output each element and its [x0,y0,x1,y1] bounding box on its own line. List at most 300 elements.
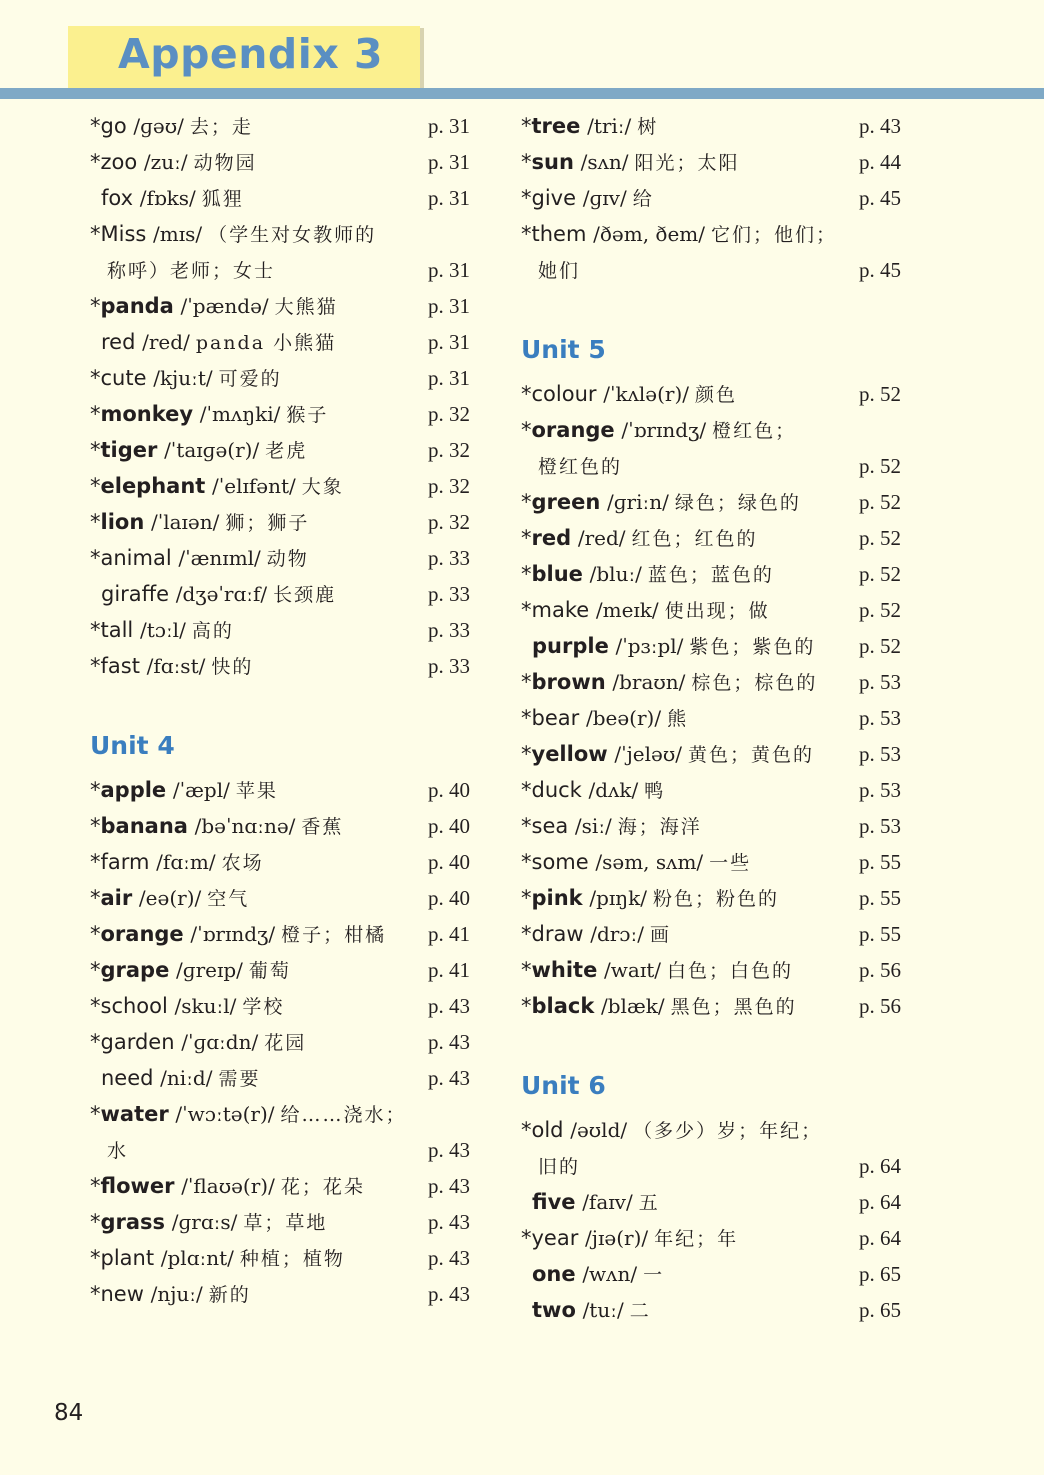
entry-word: two [532,1298,576,1322]
glossary-entry [521,216,911,252]
entry-translation: 需要 [218,1068,261,1090]
asterisk-mark: * [521,958,532,982]
asterisk-mark: * [90,1210,101,1234]
asterisk-mark: * [90,114,101,138]
entry-word: blue [531,562,583,586]
entry-phonetic: /fɑːst/ [146,654,206,678]
entry-word: zoo [100,150,138,174]
glossary-entry [90,612,480,648]
entry-translation: 可爱的 [218,368,282,390]
entry-translation: 快的 [211,656,254,678]
asterisk-mark: * [90,546,101,570]
unit-heading: Unit 5 [521,335,606,364]
entry-word: water [100,1102,169,1126]
entry-translation: 狮；狮子 [225,512,310,534]
entry-page-ref: p. 32 [428,438,470,462]
entry-translation: 一 [643,1264,665,1286]
page-number: 84 [54,1400,84,1426]
entry-word: new [100,1282,144,1306]
entry-phonetic: /dʒəˈrɑːf/ [175,582,268,606]
entry-word: fox [101,186,134,210]
entry-word: five [532,1190,576,1214]
asterisk-mark: * [90,510,101,534]
glossary-entry [90,360,480,396]
entry-page-ref: p. 55 [859,922,901,946]
entry-page-ref: p. 41 [428,958,470,982]
entry-page-ref: p. 43 [428,1066,470,1090]
entry-page-ref: p. 33 [428,618,470,642]
entry-translation: 大熊猫 [274,296,338,318]
entry-phonetic: /waɪt/ [604,958,661,982]
entry-phonetic: /fɒks/ [139,186,196,210]
entry-word: panda [100,294,174,318]
entry-word: apple [100,778,167,802]
entry-word: grass [100,1210,166,1234]
glossary-entry [90,180,480,216]
asterisk-mark: * [90,1030,101,1054]
entry-phonetic: /drɔː/ [590,922,644,946]
asterisk-mark: * [90,814,101,838]
glossary-entry [90,1060,480,1096]
entry-phonetic: /ɡɪv/ [582,186,627,210]
entry-page-ref: p. 31 [428,330,470,354]
glossary-entry [521,772,911,808]
entry-page-ref: p. 53 [859,706,901,730]
entry-word: some [531,850,589,874]
entry-word: plant [100,1246,155,1270]
asterisk-mark: * [521,562,532,586]
entry-page-ref: p. 43 [428,1210,470,1234]
entry-page-ref: p. 64 [859,1226,901,1250]
entry-translation: 蓝色；蓝色的 [647,564,774,586]
glossary-entry [521,1112,911,1148]
entry-word: farm [100,850,150,874]
entry-translation: 去；走 [189,116,253,138]
entry-word: make [531,598,590,622]
glossary-entry [90,468,480,504]
asterisk-mark: * [90,1246,101,1270]
page-title: Appendix 3 [118,30,384,78]
entry-page-ref: p. 41 [428,922,470,946]
entry-word: tiger [100,438,158,462]
entry-translation: 红色；红色的 [631,528,758,550]
glossary-entry [521,412,911,448]
glossary-entry [521,1148,911,1184]
asterisk-mark: * [521,1226,532,1250]
glossary-entry [90,288,480,324]
entry-word: black [531,994,595,1018]
entry-translation: 棕色；棕色的 [691,672,818,694]
entry-page-ref: p. 52 [859,382,901,406]
entry-translation: 花园 [264,1032,307,1054]
entry-word: one [532,1262,576,1286]
entry-word: need [101,1066,154,1090]
entry-translation: 称呼）老师；女士 [107,260,276,282]
entry-phonetic: /ɡəʊ/ [133,114,184,138]
entry-page-ref: p. 32 [428,402,470,426]
entry-translation: 黄色；黄色的 [688,744,815,766]
asterisk-mark: * [521,742,532,766]
entry-word: year [531,1226,579,1250]
entry-translation: 种植；植物 [239,1248,345,1270]
glossary-entry [90,1096,480,1132]
asterisk-mark: * [90,994,101,1018]
glossary-entry [521,988,911,1024]
glossary-column-left [90,108,480,1312]
entry-page-ref: p. 56 [859,994,901,1018]
glossary-entry [521,252,911,288]
asterisk-mark: * [90,366,101,390]
glossary-entry [90,144,480,180]
entry-page-ref: p. 65 [859,1298,901,1322]
entry-translation: 她们 [538,260,581,282]
entry-word: fast [100,654,140,678]
entry-word: green [531,490,601,514]
entry-page-ref: p. 32 [428,474,470,498]
entry-phonetic: /niːd/ [160,1066,213,1090]
asterisk-mark: * [90,1102,101,1126]
entry-page-ref: p. 43 [428,994,470,1018]
entry-phonetic: /njuː/ [150,1282,203,1306]
asterisk-mark: * [90,438,101,462]
entry-phonetic: /ˈæpl/ [172,778,230,802]
entry-translation: 橙红色； [712,420,797,442]
entry-translation: 大象 [301,476,344,498]
entry-phonetic: /ˈflaʊə(r)/ [181,1174,275,1198]
entry-page-ref: p. 43 [428,1030,470,1054]
entry-page-ref: p. 64 [859,1154,901,1178]
entry-phonetic: /əʊld/ [570,1118,628,1142]
asterisk-mark: * [521,1118,532,1142]
entry-page-ref: p. 53 [859,742,901,766]
entry-phonetic: /ˈwɔːtə(r)/ [175,1102,275,1126]
asterisk-mark: * [521,886,532,910]
asterisk-mark: * [521,706,532,730]
glossary-entry [521,844,911,880]
entry-word: red [101,330,136,354]
entry-phonetic: /wʌn/ [582,1262,638,1286]
asterisk-mark: * [90,958,101,982]
asterisk-mark: * [521,526,532,550]
entry-phonetic: /ˈpɜːpl/ [615,634,684,658]
entry-page-ref: p. 33 [428,654,470,678]
asterisk-mark: * [90,294,101,318]
entry-phonetic: /plɑːnt/ [160,1246,234,1270]
entry-phonetic: /blæk/ [601,994,665,1018]
asterisk-mark: * [90,1174,101,1198]
glossary-entry [90,916,480,952]
asterisk-mark: * [521,490,532,514]
entry-translation: 它们；他们； [710,224,837,246]
entry-translation: 阳光；太阳 [634,152,740,174]
entry-page-ref: p. 52 [859,598,901,622]
entry-translation: 使出现；做 [664,600,770,622]
entry-page-ref: p. 43 [428,1138,470,1162]
entry-translation: 猴子 [286,404,329,426]
entry-page-ref: p. 43 [428,1282,470,1306]
entry-phonetic: /dʌk/ [588,778,639,802]
entry-translation: 紫色；紫色的 [689,636,816,658]
entry-word: giraffe [101,582,170,606]
entry-translation: 二 [629,1300,651,1322]
section-gap [521,288,911,324]
entry-translation: 海；海洋 [617,816,702,838]
entry-page-ref: p. 55 [859,886,901,910]
entry-phonetic: /jɪə(r)/ [585,1226,649,1250]
glossary-entry [521,808,911,844]
glossary-entry [521,448,911,484]
asterisk-mark: * [521,114,532,138]
entry-word: banana [100,814,188,838]
entry-translation: 香蕉 [301,816,344,838]
section-gap [521,1024,911,1060]
entry-translation: 五 [638,1192,660,1214]
entry-phonetic: /sʌn/ [580,150,629,174]
entry-word: Miss [100,222,147,246]
entry-phonetic: /bəˈnɑːnə/ [194,814,296,838]
glossary-entry [521,1220,911,1256]
entry-page-ref: p. 55 [859,850,901,874]
entry-word: sea [531,814,569,838]
entry-word: bear [531,706,580,730]
glossary-entry [521,592,911,628]
glossary-entry [90,648,480,684]
entry-word: grape [100,958,170,982]
entry-phonetic: /eə(r)/ [138,886,202,910]
glossary-entry [90,396,480,432]
entry-translation: 动物 [266,548,309,570]
entry-page-ref: p. 52 [859,526,901,550]
entry-phonetic: /ɡrɑːs/ [171,1210,238,1234]
header-rule [0,88,1044,99]
entry-translation: 花；花朵 [280,1176,365,1198]
asterisk-mark: * [521,922,532,946]
entry-translation: 老虎 [265,440,308,462]
entry-word: give [531,186,577,210]
entry-phonetic: /ðəm, ðem/ [593,222,705,246]
entry-word: them [531,222,587,246]
glossary-entry [90,1168,480,1204]
entry-translation: （多少）岁；年纪； [633,1120,823,1142]
glossary-entry [90,540,480,576]
entry-word: orange [100,922,184,946]
asterisk-mark: * [90,150,101,174]
entry-phonetic: /braʊn/ [612,670,686,694]
glossary-entry [521,484,911,520]
glossary-entry [90,108,480,144]
entry-phonetic: /ˈjeləʊ/ [614,742,682,766]
asterisk-mark: * [521,186,532,210]
entry-phonetic: /siː/ [574,814,612,838]
glossary-entry [90,1024,480,1060]
entry-page-ref: p. 40 [428,850,470,874]
entry-phonetic: /ˈmʌŋki/ [199,402,281,426]
glossary-entry [521,520,911,556]
entry-page-ref: p. 52 [859,562,901,586]
glossary-entry [90,1240,480,1276]
entry-translation: 一些 [709,852,752,874]
glossary-entry [521,556,911,592]
entry-phonetic: /ˈtaɪɡə(r)/ [164,438,260,462]
entry-phonetic: /ˈɒrɪndʒ/ [621,418,707,442]
glossary-entry [521,664,911,700]
asterisk-mark: * [521,222,532,246]
unit-heading: Unit 4 [90,731,175,760]
entry-phonetic: /ˈɡɑːdn/ [181,1030,259,1054]
entry-word: sun [531,150,574,174]
entry-phonetic: /kjuːt/ [153,366,213,390]
glossary-entry [521,916,911,952]
entry-translation: 苹果 [235,780,278,802]
entry-translation: 橙子；柑橘 [281,924,387,946]
asterisk-mark: * [521,150,532,174]
asterisk-mark: * [90,1282,101,1306]
entry-translation: 长颈鹿 [273,584,337,606]
entry-translation: 给……浇水； [280,1104,407,1126]
entry-translation: 粉色；粉色的 [653,888,780,910]
entry-phonetic: /ˈpændə/ [180,294,269,318]
entry-page-ref: p. 31 [428,294,470,318]
entry-phonetic: /ˈkʌlə(r)/ [603,382,690,406]
glossary-entry [90,216,480,252]
entry-phonetic: /beə(r)/ [585,706,662,730]
entry-page-ref: p. 65 [859,1262,901,1286]
entry-phonetic: /triː/ [587,114,632,138]
entry-word: draw [531,922,584,946]
entry-word: garden [100,1030,175,1054]
entry-word: cute [100,366,147,390]
entry-page-ref: p. 43 [859,114,901,138]
entry-page-ref: p. 52 [859,454,901,478]
entry-word: elephant [100,474,206,498]
entry-page-ref: p. 40 [428,814,470,838]
entry-page-ref: p. 64 [859,1190,901,1214]
entry-translation: 葡萄 [248,960,291,982]
entry-page-ref: p. 31 [428,186,470,210]
asterisk-mark: * [90,886,101,910]
entry-page-ref: p. 31 [428,366,470,390]
entry-translation: 橙红色的 [538,456,623,478]
entry-phonetic: /ˈænɪml/ [178,546,261,570]
glossary-entry [521,1184,911,1220]
entry-word: brown [531,670,606,694]
entry-translation: 高的 [191,620,234,642]
asterisk-mark: * [521,670,532,694]
glossary-entry [521,736,911,772]
asterisk-mark: * [521,814,532,838]
entry-word: yellow [531,742,608,766]
entry-word: monkey [100,402,194,426]
asterisk-mark: * [521,382,532,406]
entry-word: orange [531,418,615,442]
entry-translation: 水 [107,1140,129,1162]
entry-word: tall [100,618,134,642]
entry-translation: （学生对女教师的 [208,224,377,246]
entry-translation: 画 [649,924,671,946]
glossary-entry [521,628,911,664]
glossary-entry [521,880,911,916]
entry-page-ref: p. 33 [428,546,470,570]
entry-phonetic: /səm, sʌm/ [595,850,704,874]
glossary-entry [90,324,480,360]
entry-phonetic: /tuː/ [582,1298,624,1322]
entry-page-ref: p. 40 [428,886,470,910]
entry-page-ref: p. 32 [428,510,470,534]
glossary-entry [90,988,480,1024]
entry-word: white [531,958,598,982]
entry-page-ref: p. 40 [428,778,470,802]
entry-word: purple [532,634,609,658]
entry-word: animal [100,546,172,570]
glossary-entry [90,432,480,468]
entry-page-ref: p. 52 [859,634,901,658]
entry-translation: 白色；白色的 [666,960,793,982]
entry-word: pink [531,886,583,910]
entry-translation: 绿色；绿色的 [674,492,801,514]
asterisk-mark: * [90,654,101,678]
entry-page-ref: p. 44 [859,150,901,174]
entry-page-ref: p. 45 [859,186,901,210]
entry-translation: 鸭 [644,780,666,802]
glossary-entry [90,880,480,916]
entry-phonetic: /meɪk/ [595,598,659,622]
glossary-entry [90,1204,480,1240]
entry-phonetic: /red/ [577,526,626,550]
entry-word: go [100,114,127,138]
entry-translation: 动物园 [193,152,257,174]
entry-word: old [531,1118,564,1142]
entry-phonetic: /fɑːm/ [156,850,216,874]
entry-translation: 新的 [208,1284,251,1306]
asterisk-mark: * [90,778,101,802]
entry-word: tree [531,114,581,138]
glossary-entry [90,504,480,540]
entry-page-ref: p. 53 [859,778,901,802]
entry-word: red [531,526,572,550]
unit-heading: Unit 6 [521,1071,606,1100]
entry-translation: 颜色 [695,384,738,406]
entry-phonetic: /faɪv/ [582,1190,633,1214]
asterisk-mark: * [90,618,101,642]
entry-translation: 年纪；年 [654,1228,739,1250]
entry-page-ref: p. 52 [859,490,901,514]
entry-page-ref: p. 31 [428,150,470,174]
entry-translation: 给 [632,188,654,210]
glossary-entry [521,1256,911,1292]
entry-translation: 学校 [242,996,285,1018]
glossary-entry [90,952,480,988]
section-gap [90,684,480,720]
entry-word: lion [100,510,145,534]
glossary-entry [90,252,480,288]
entry-page-ref: p. 53 [859,670,901,694]
entry-phonetic: /zuː/ [143,150,188,174]
glossary-entry [521,700,911,736]
entry-page-ref: p. 53 [859,814,901,838]
entry-phonetic: /bluː/ [589,562,642,586]
entry-page-ref: p. 31 [428,114,470,138]
entry-phonetic: /red/ [142,330,190,354]
entry-phonetic: /ˈlaɪən/ [150,510,220,534]
glossary-entry [90,576,480,612]
glossary-entry [521,952,911,988]
entry-translation: 草；草地 [243,1212,328,1234]
asterisk-mark: * [521,994,532,1018]
entry-translation: 树 [637,116,659,138]
asterisk-mark: * [521,598,532,622]
entry-translation: 空气 [207,888,250,910]
glossary-entry [90,844,480,880]
